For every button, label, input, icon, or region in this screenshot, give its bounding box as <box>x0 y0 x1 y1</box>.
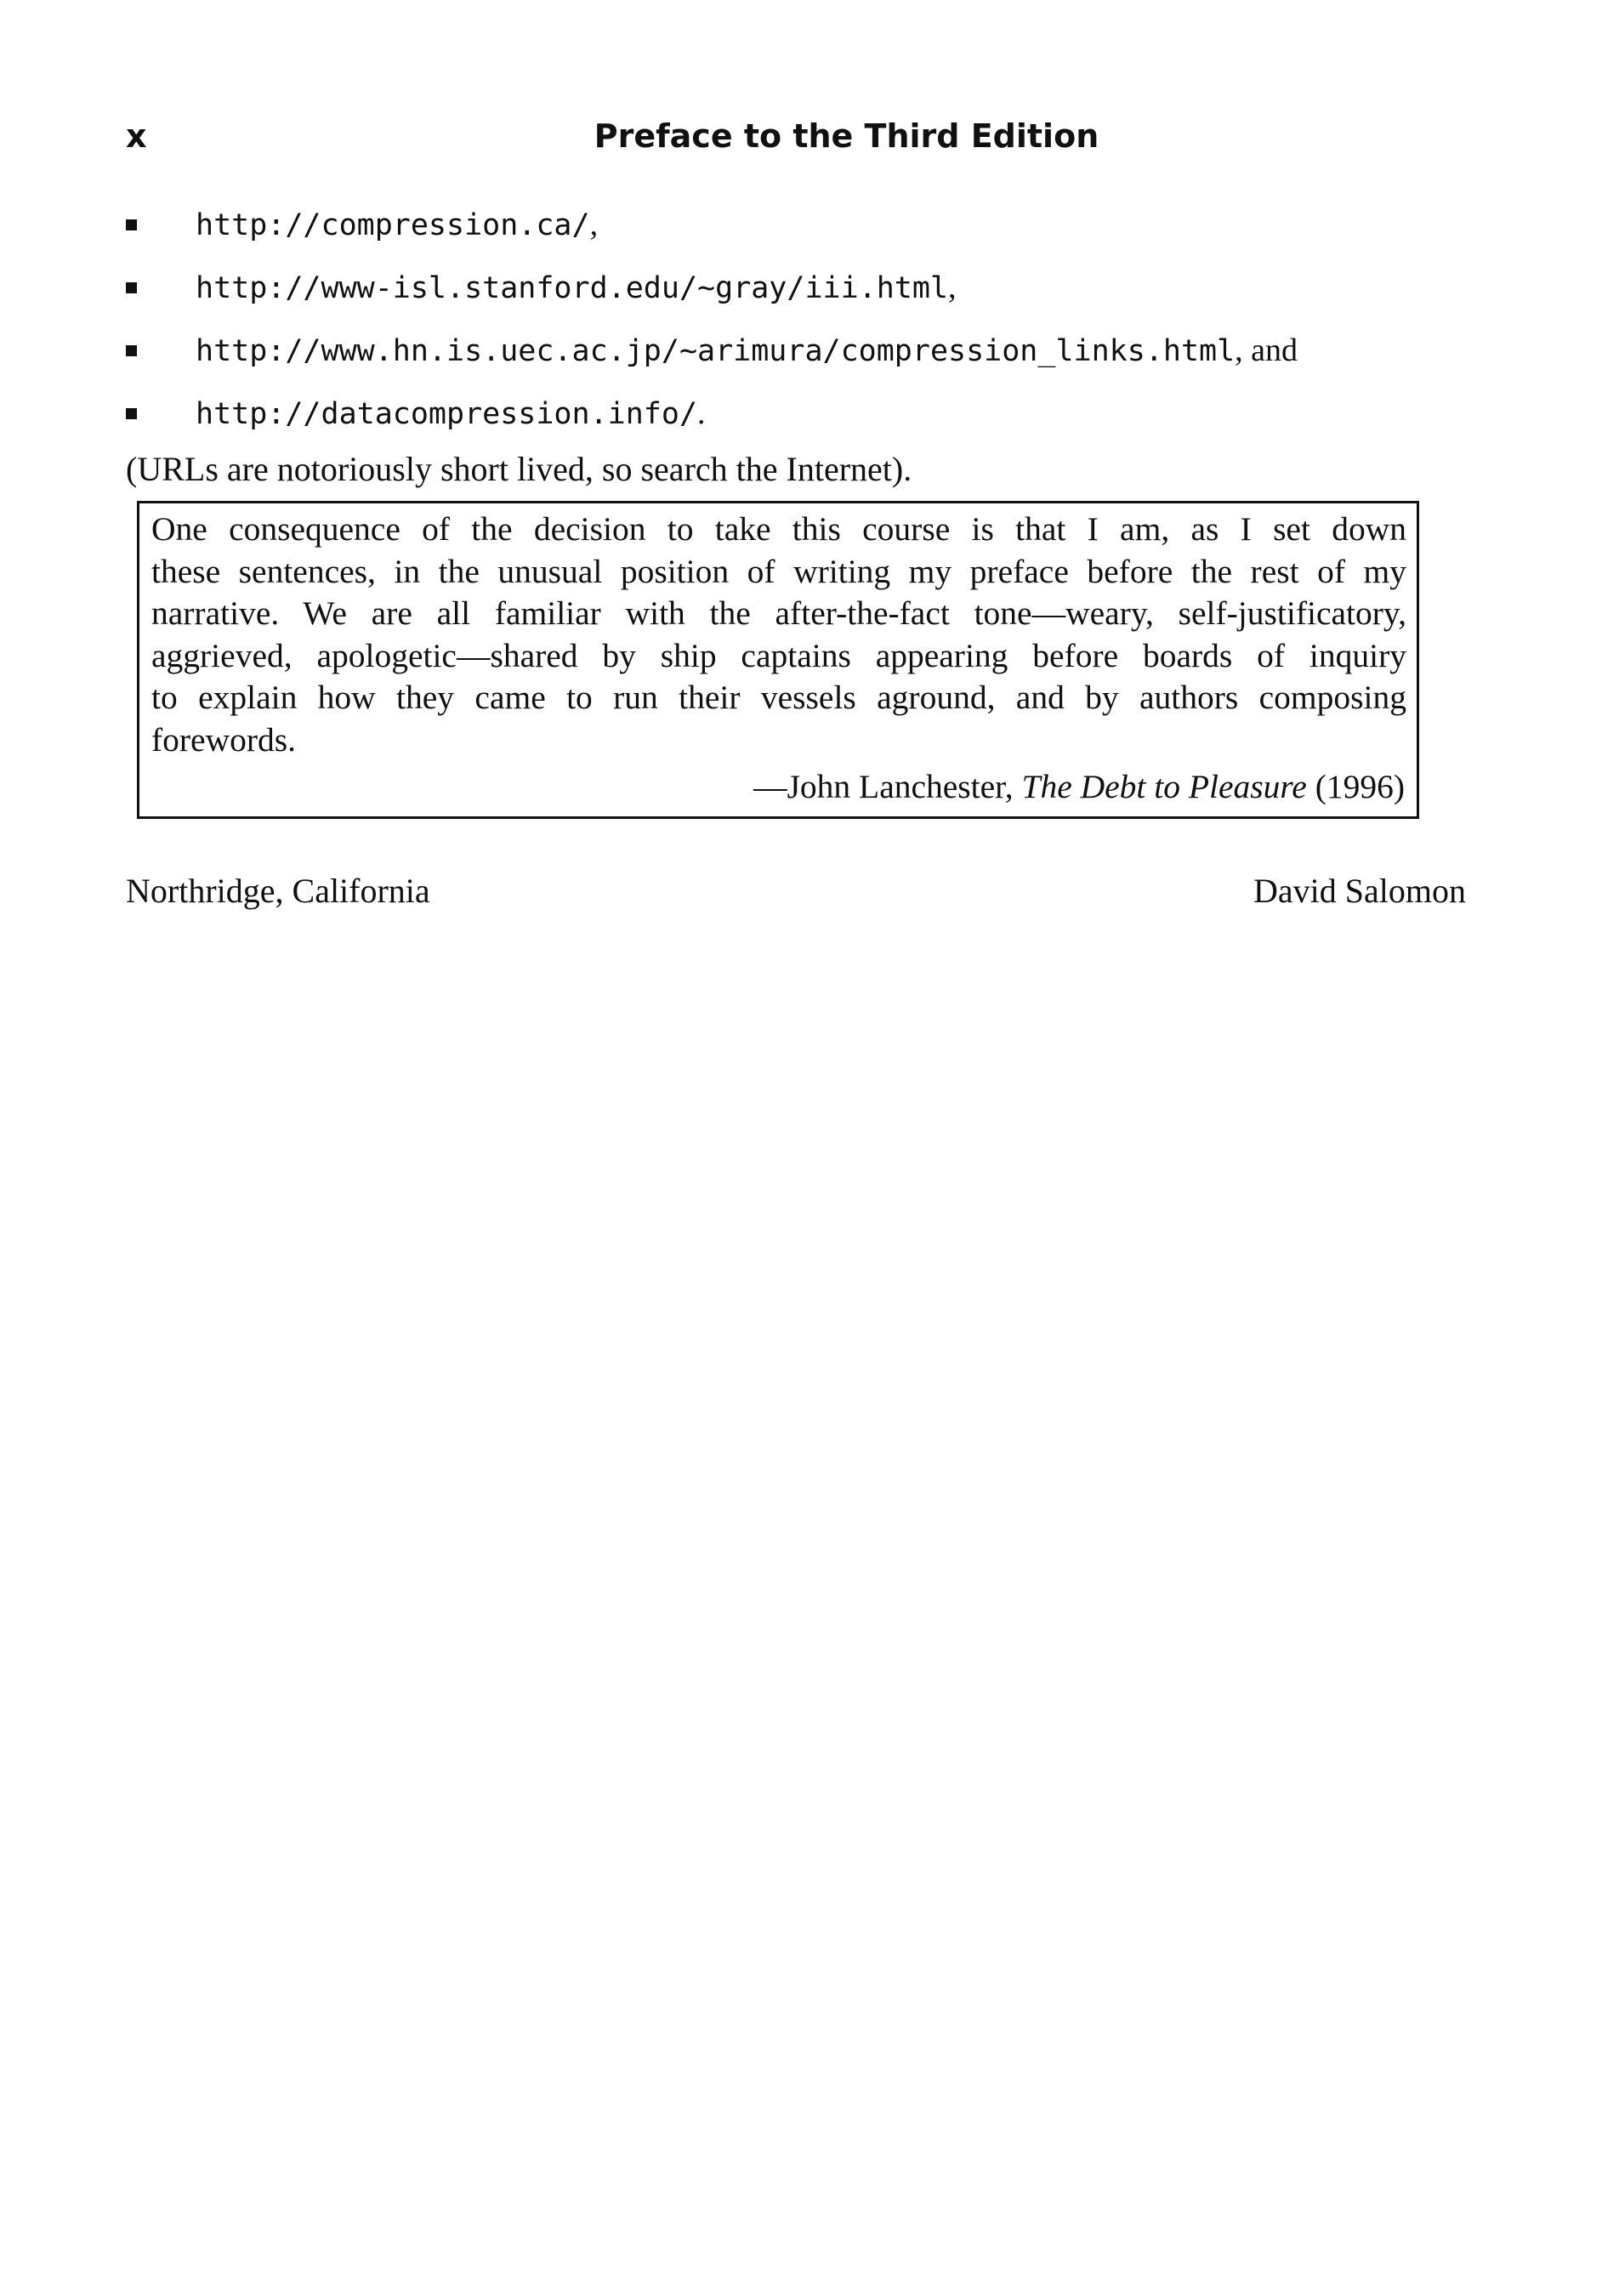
url-list <box>126 202 1465 454</box>
signature-author: David Salomon <box>1253 872 1466 910</box>
quote-line: to explain how they came to run their vessels aground, and by authors composing <box>151 679 1406 716</box>
quote-line: narrative. We are all familiar with the after-the-fact tone—weary, self-justificatory, <box>151 594 1406 632</box>
square-bullet-icon <box>126 282 137 293</box>
list-item <box>126 202 1465 265</box>
running-head <box>126 117 1465 165</box>
square-bullet-icon <box>126 345 137 356</box>
square-bullet-icon <box>126 408 137 419</box>
url-link[interactable]: http://www.hn.is.uec.ac.jp/~arimura/compression_links.html <box>196 334 1236 368</box>
list-item-punctuation: . <box>697 395 706 431</box>
chapter-title: Preface to the Third Edition <box>594 117 1099 155</box>
page-number: x <box>126 117 147 155</box>
signature-place: Northridge, California <box>126 872 430 910</box>
attribution-year: (1996) <box>1306 768 1405 805</box>
list-item-punctuation: , <box>589 207 599 242</box>
url-note: (URLs are notoriously short lived, so search the Internet). <box>126 450 912 488</box>
quote-line: One consequence of the decision to take this course is that I am, as I set down <box>151 510 1406 548</box>
url-link[interactable]: http://www-isl.stanford.edu/~gray/iii.html <box>196 271 949 305</box>
attribution-author: —John Lanchester, <box>753 768 1022 805</box>
quote-line: forewords. <box>151 720 297 759</box>
list-item-text <box>196 391 706 436</box>
quote-attribution <box>753 765 1405 808</box>
quote-text <box>151 509 1406 761</box>
quote-line: these sentences, in the unusual position of writing my preface before the rest of my <box>151 552 1406 590</box>
list-item-punctuation: , <box>948 270 957 305</box>
url-link[interactable]: http://compression.ca/ <box>196 208 590 242</box>
list-item-text <box>196 265 957 310</box>
book-title: The Debt to Pleasure <box>1021 768 1307 805</box>
url-link[interactable]: http://datacompression.info/ <box>196 397 698 431</box>
list-item <box>126 328 1465 391</box>
list-item <box>126 391 1465 454</box>
list-item-text <box>196 202 598 247</box>
quote-line: aggrieved, apologetic—shared by ship captains appearing before boards of inquiry <box>151 636 1406 674</box>
list-item-text <box>196 328 1298 373</box>
list-item <box>126 265 1465 328</box>
square-bullet-icon <box>126 219 137 230</box>
epigraph-box <box>137 501 1419 819</box>
list-item-punctuation: , and <box>1235 332 1298 368</box>
